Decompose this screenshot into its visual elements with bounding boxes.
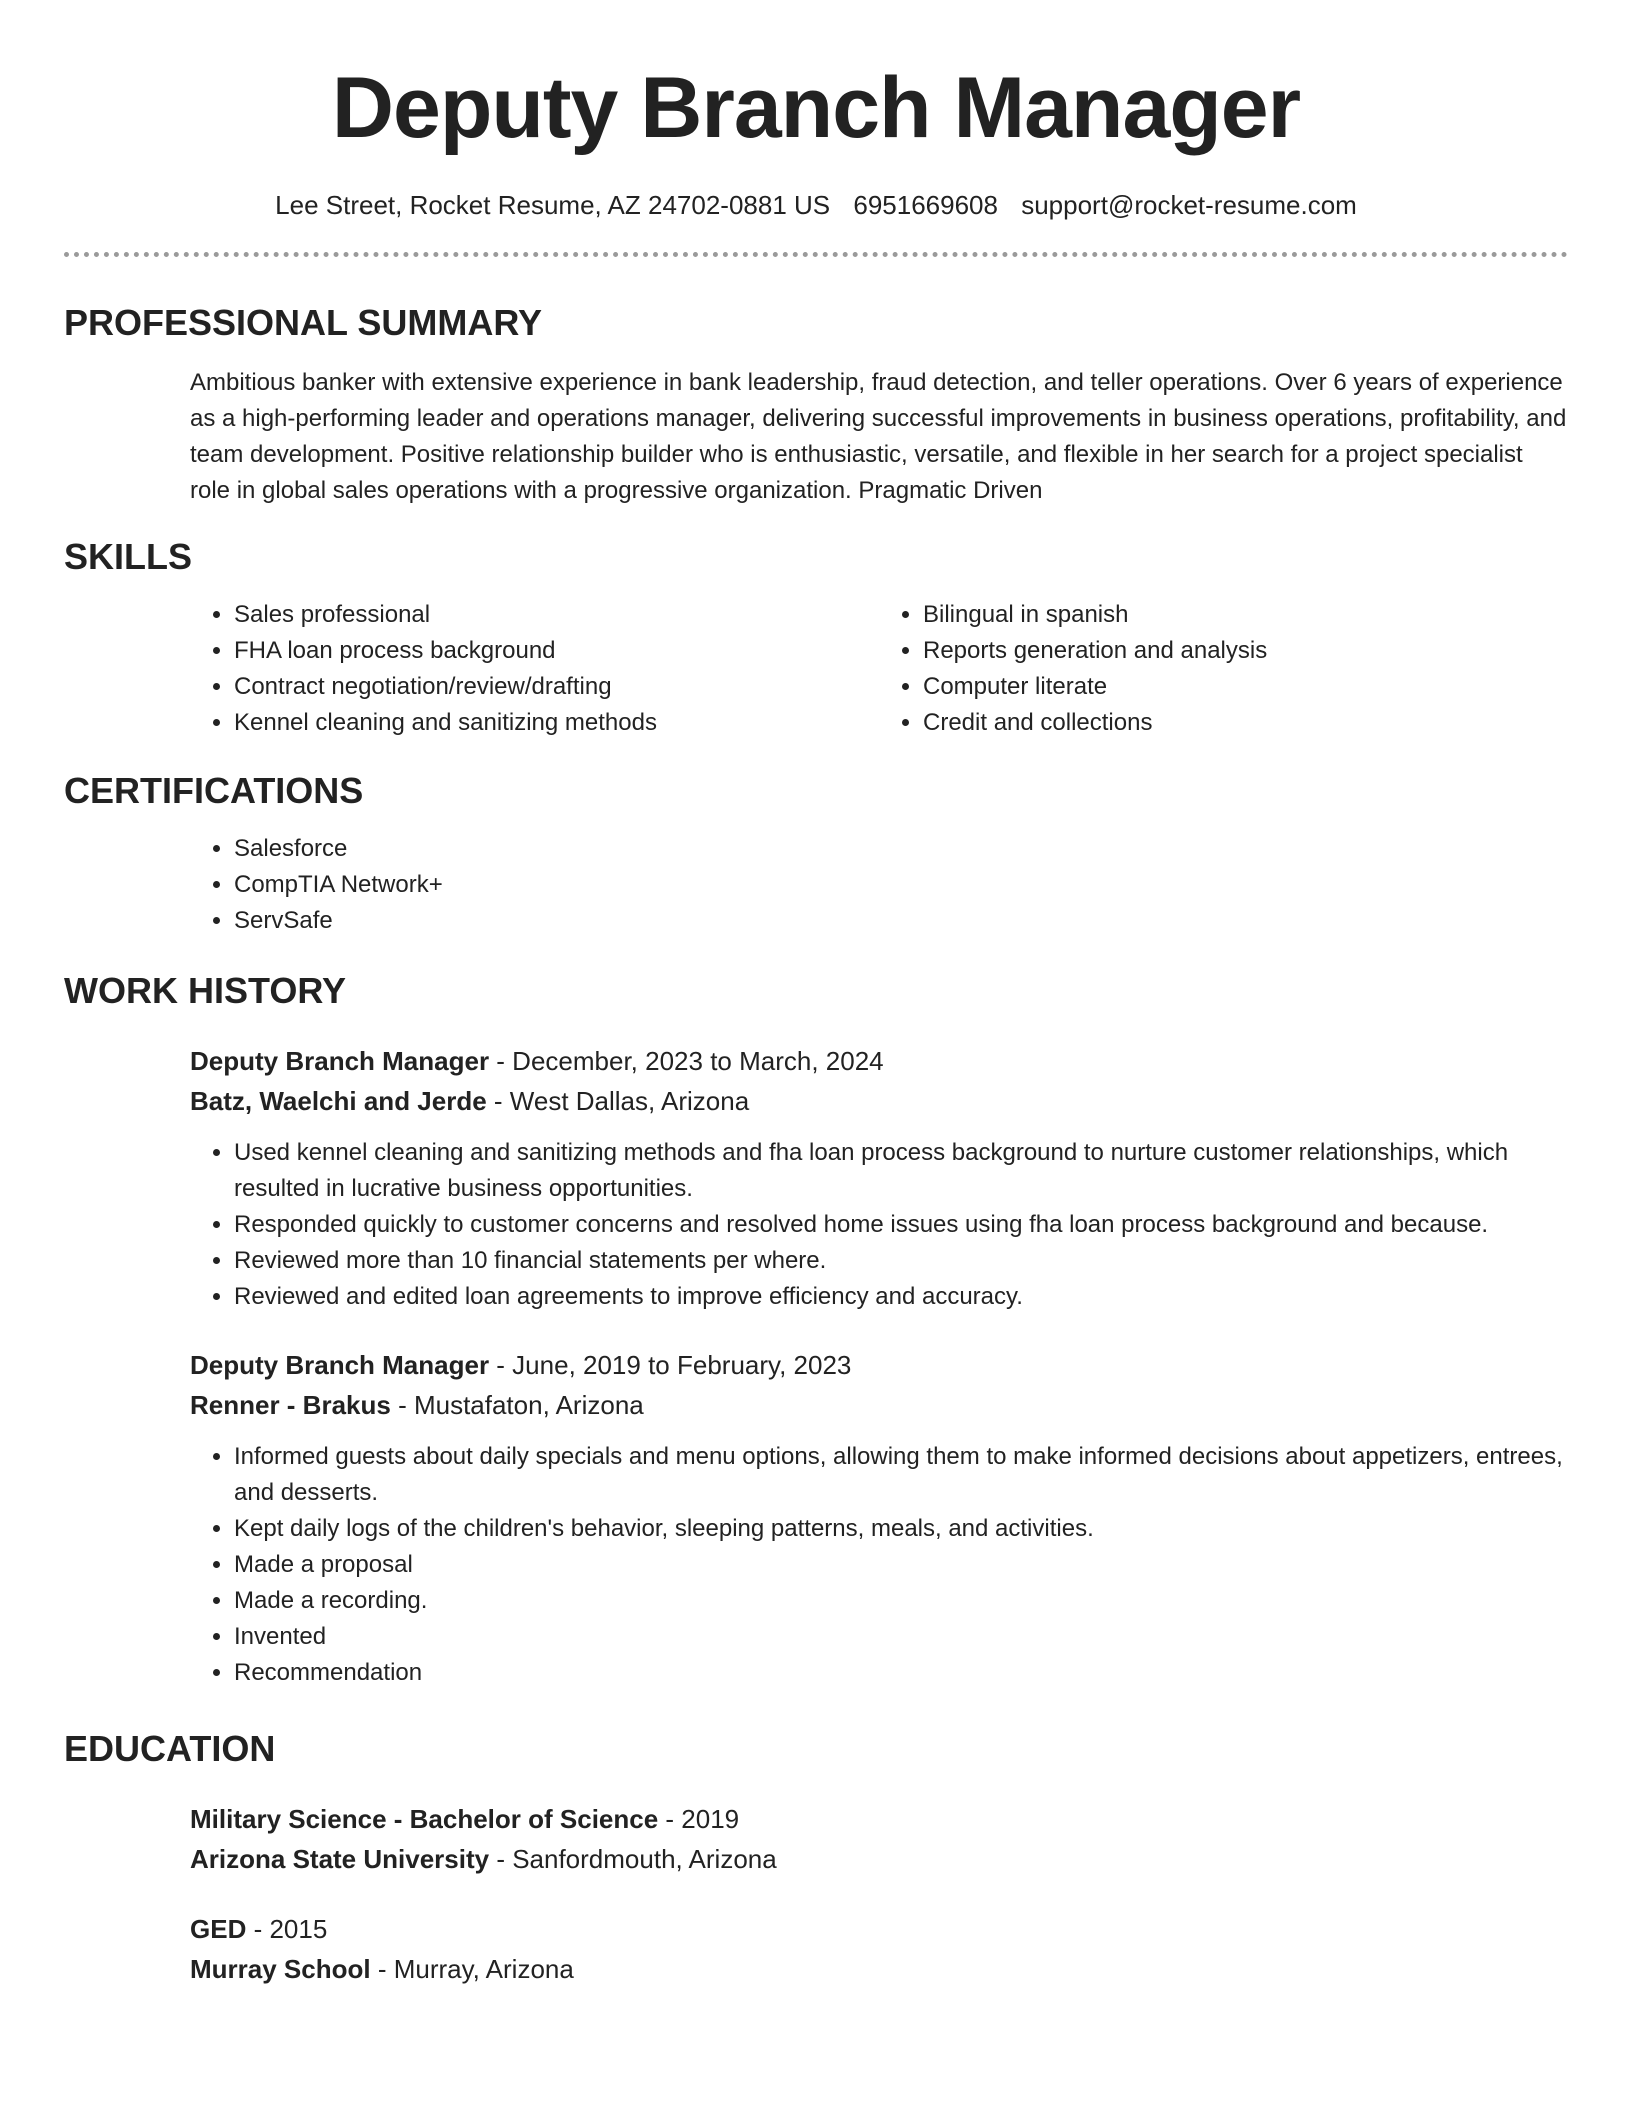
skill-item: • Sales professional: [234, 597, 879, 633]
certifications-heading: CERTIFICATIONS: [64, 770, 364, 811]
job-company-line: [190, 1081, 1568, 1121]
summary-heading: PROFESSIONAL SUMMARY: [64, 302, 543, 343]
job-bullet: • Kept daily logs of the children's behavior, sleeping patterns, meals, and activities.: [234, 1511, 1568, 1547]
contact-phone: 6951669608: [853, 190, 998, 220]
education-degree: Military Science - Bachelor of Science: [190, 1804, 659, 1834]
job-role: Deputy Branch Manager: [190, 1350, 490, 1380]
job-company-line: [190, 1385, 1568, 1425]
skills-list: [190, 597, 1568, 741]
job-location: - West Dallas, Arizona: [486, 1086, 750, 1116]
education-entry: [190, 1909, 1568, 1989]
job-dates: - December, 2023 to March, 2024: [489, 1046, 884, 1076]
job-role: Deputy Branch Manager: [190, 1046, 490, 1076]
contact-email: support@rocket-resume.com: [1021, 190, 1357, 220]
summary-text: Ambitious banker with extensive experience in bank leadership, fraud detection, and teller operations. Over 6 years of experience as a high-performing leader and operations manager, delivering successful improvements in business operations, profitability, and team development. Positive relationship builder who is enthusiastic, versatile, and flexible in her search for a project specialist role in global sales operations with a progressive organization. Pragmatic Driven: [190, 369, 1567, 504]
education-year: - 2015: [246, 1914, 328, 1944]
education-degree-line: [190, 1799, 1568, 1839]
education-school: Murray School: [190, 1954, 371, 1984]
education-year: - 2019: [658, 1804, 740, 1834]
job-bullet: • Responded quickly to customer concerns and resolved home issues using fha loan process background and because.: [234, 1207, 1568, 1243]
contact-address: Lee Street, Rocket Resume, AZ 24702-0881 US: [275, 190, 831, 220]
certification-item: • Salesforce: [234, 831, 1568, 867]
skills-column-right: [879, 597, 1568, 741]
skill-item: • Credit and collections: [923, 705, 1568, 741]
job-dates: - June, 2019 to February, 2023: [489, 1350, 852, 1380]
skill-item: • Bilingual in spanish: [923, 597, 1568, 633]
job-location: - Mustafaton, Arizona: [390, 1390, 644, 1420]
resume-name: Deputy Branch Manager: [331, 60, 1301, 156]
job-bullet: • Recommendation: [234, 1655, 1568, 1691]
education-school-line: [190, 1839, 1568, 1879]
education-degree: GED: [190, 1914, 247, 1944]
job-bullet: • Reviewed more than 10 financial statements per where.: [234, 1243, 1568, 1279]
job-company: Batz, Waelchi and Jerde: [190, 1086, 487, 1116]
job-bullet: • Invented: [234, 1619, 1568, 1655]
skill-item: • Computer literate: [923, 669, 1568, 705]
skill-item: • Kennel cleaning and sanitizing methods: [234, 705, 879, 741]
job-entry: [190, 1345, 1568, 1691]
job-role-line: [190, 1345, 1568, 1385]
certifications-list: [190, 831, 1568, 939]
education-school-line: [190, 1949, 1568, 1989]
education-school: Arizona State University: [190, 1844, 490, 1874]
education-entry: [190, 1799, 1568, 1879]
job-bullet: • Informed guests about daily specials and menu options, allowing them to make informed decisions about appetizers, entrees, and desserts.: [234, 1439, 1568, 1511]
education-location: - Murray, Arizona: [370, 1954, 574, 1984]
skills-heading: SKILLS: [64, 536, 193, 577]
certification-item: • ServSafe: [234, 903, 1568, 939]
education-heading: EDUCATION: [64, 1728, 276, 1769]
job-role-line: [190, 1041, 1568, 1081]
skills-column-left: [190, 597, 879, 741]
header-divider: [64, 252, 1568, 257]
job-entry: [190, 1041, 1568, 1315]
job-bullet: • Made a recording.: [234, 1583, 1568, 1619]
job-bullet: • Made a proposal: [234, 1547, 1568, 1583]
skill-item: • Reports generation and analysis: [923, 633, 1568, 669]
job-bullets: [190, 1439, 1568, 1691]
education-degree-line: [190, 1909, 1568, 1949]
education-location: - Sanfordmouth, Arizona: [489, 1844, 777, 1874]
job-bullet: • Reviewed and edited loan agreements to improve efficiency and accuracy.: [234, 1279, 1568, 1315]
contact-line: [64, 188, 1568, 222]
skill-item: • FHA loan process background: [234, 633, 879, 669]
work-history-heading: WORK HISTORY: [64, 970, 347, 1011]
skill-item: • Contract negotiation/review/drafting: [234, 669, 879, 705]
job-bullet: • Used kennel cleaning and sanitizing methods and fha loan process background to nurture customer relationships, which resulted in lucrative business opportunities.: [234, 1135, 1568, 1207]
job-bullets: [190, 1135, 1568, 1315]
certification-item: • CompTIA Network+: [234, 867, 1568, 903]
job-company: Renner - Brakus: [190, 1390, 391, 1420]
